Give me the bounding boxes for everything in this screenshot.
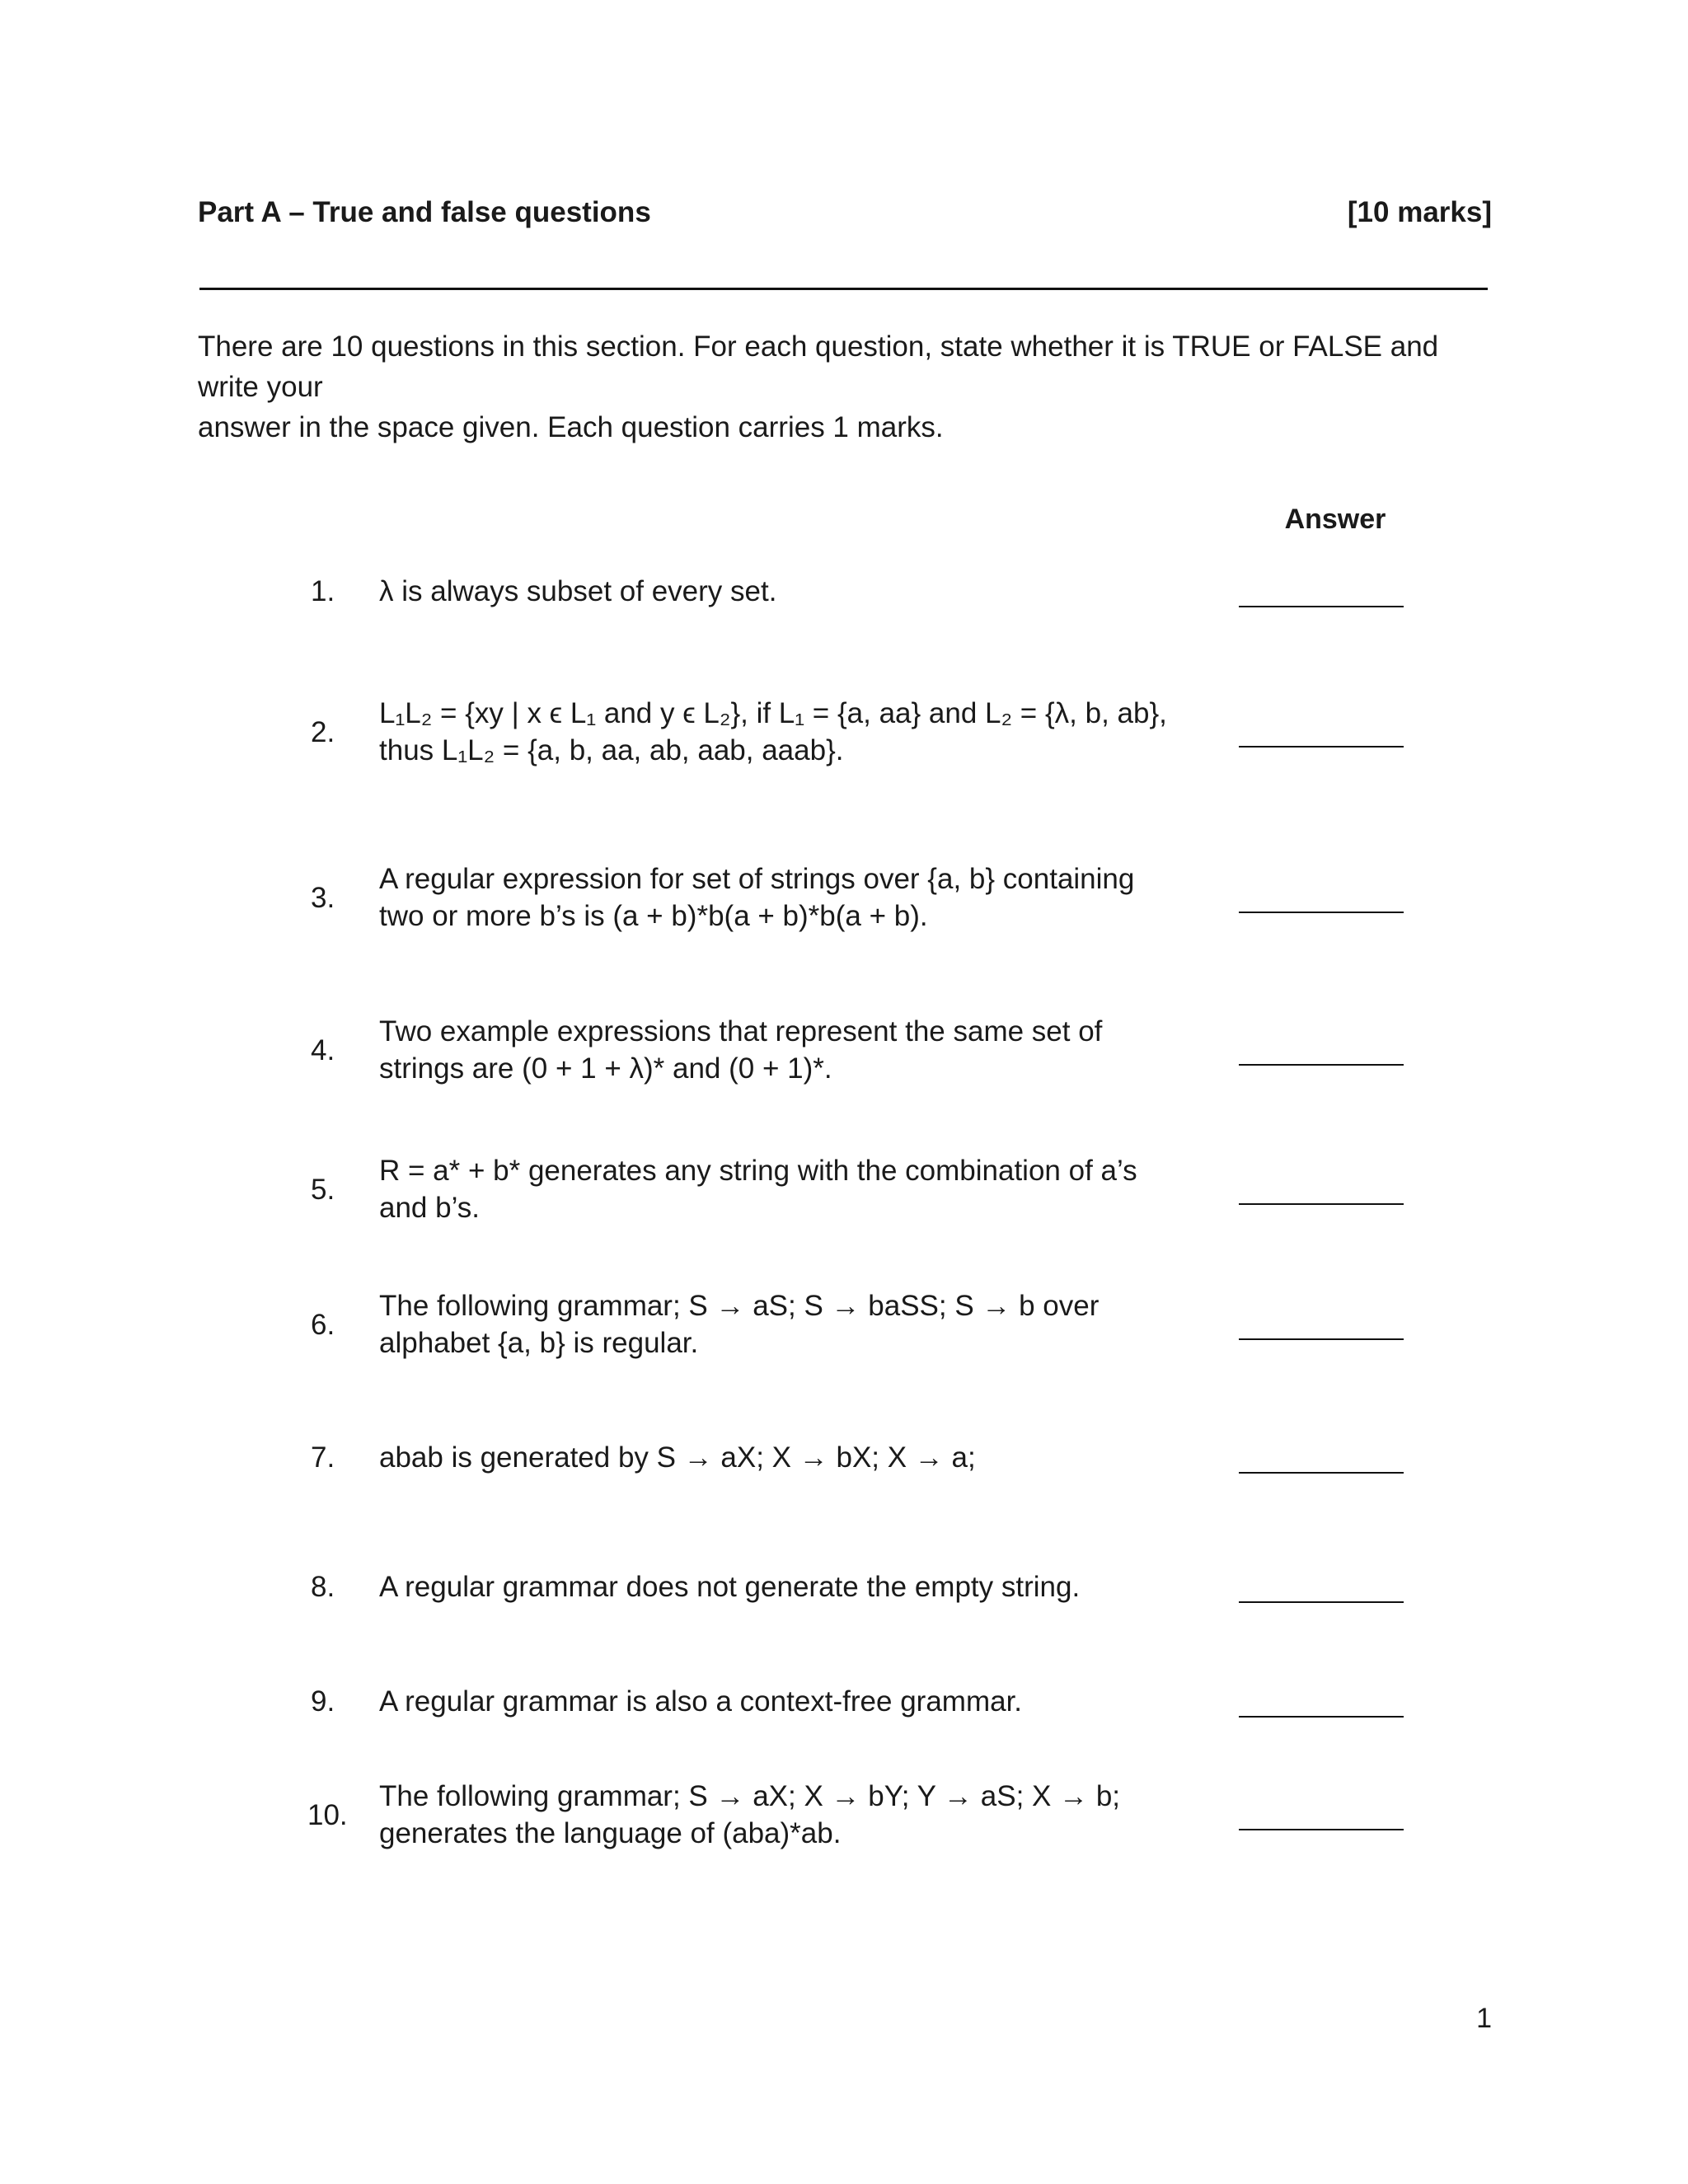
question-line: R = a* + b* generates any string with the combination of a’s [379, 1155, 1137, 1187]
answer-blank[interactable] [1239, 1601, 1404, 1603]
question-text [379, 1152, 1335, 1226]
instructions-line-1: There are 10 questions in this section. For each question, state whether it is TRUE or FALSE and write your [198, 330, 1439, 403]
question-line: λ is always subset of every set. [379, 575, 777, 607]
question-text [379, 1439, 1335, 1476]
answer-blank[interactable] [1239, 912, 1404, 913]
question-line: L₁L₂ = {xy | x ϵ L₁ and y ϵ L₂}, if L₁ = {a, aa} and L₂ = {λ, b, ab}, [379, 697, 1167, 729]
question-line: abab is generated by S → aX; X → bX; X → a; [379, 1441, 976, 1474]
question-number: 4. [311, 1034, 335, 1066]
question-line: A regular grammar is also a context-free grammar. [379, 1685, 1023, 1718]
question-line: two or more b’s is (a + b)*b(a + b)*b(a + b). [379, 900, 928, 932]
question-number: 6. [311, 1309, 335, 1341]
question-number: 7. [311, 1441, 335, 1474]
question-number: 1. [311, 575, 335, 607]
question-text [379, 860, 1335, 935]
question-number: 9. [311, 1685, 335, 1718]
question-line: generates the language of (aba)*ab. [379, 1817, 842, 1849]
question-number: 5. [311, 1174, 335, 1206]
question-text [379, 1778, 1335, 1852]
question-number: 8. [311, 1571, 335, 1603]
question-line: A regular expression for set of strings over {a, b} containing [379, 863, 1135, 895]
question-line: strings are (0 + 1 + λ)* and (0 + 1)*. [379, 1052, 832, 1085]
question-line: thus L₁L₂ = {a, b, aa, ab, aab, aaab}. [379, 734, 844, 766]
instructions [198, 326, 1500, 448]
section-title: Part A – True and false questions [198, 196, 651, 228]
question-line: The following grammar; S → aX; X → bY; Y → aS; X → b; [379, 1780, 1121, 1812]
answer-column-header: Answer [1284, 504, 1386, 535]
question-text [379, 695, 1335, 769]
section-marks: [10 marks] [1347, 196, 1492, 228]
question-line: alphabet {a, b} is regular. [379, 1327, 699, 1359]
answer-blank[interactable] [1239, 1203, 1404, 1205]
section-heading [198, 196, 1492, 229]
instructions-line-2: answer in the space given. Each question carries 1 marks. [198, 411, 944, 443]
question-text [379, 1013, 1335, 1087]
question-number: 10. [307, 1799, 348, 1831]
question-number: 2. [311, 716, 335, 748]
question-text [379, 1683, 1335, 1720]
answer-blank[interactable] [1239, 1716, 1404, 1718]
question-text [379, 1568, 1335, 1605]
question-line: and b’s. [379, 1192, 480, 1224]
answer-blank[interactable] [1239, 1829, 1404, 1830]
question-line: A regular grammar does not generate the empty string. [379, 1571, 1081, 1603]
answer-blank[interactable] [1239, 1338, 1404, 1340]
answer-blank[interactable] [1239, 746, 1404, 748]
question-line: The following grammar; S → aS; S → baSS; S → b over [379, 1290, 1100, 1322]
question-number: 3. [311, 882, 335, 914]
heading-divider [199, 288, 1488, 290]
answer-blank[interactable] [1239, 1064, 1404, 1066]
answer-blank[interactable] [1239, 606, 1404, 607]
page-number: 1 [1476, 2003, 1492, 2034]
question-text [379, 1287, 1335, 1361]
question-text [379, 573, 1335, 610]
question-line: Two example expressions that represent the same set of [379, 1015, 1103, 1047]
answer-blank[interactable] [1239, 1472, 1404, 1474]
